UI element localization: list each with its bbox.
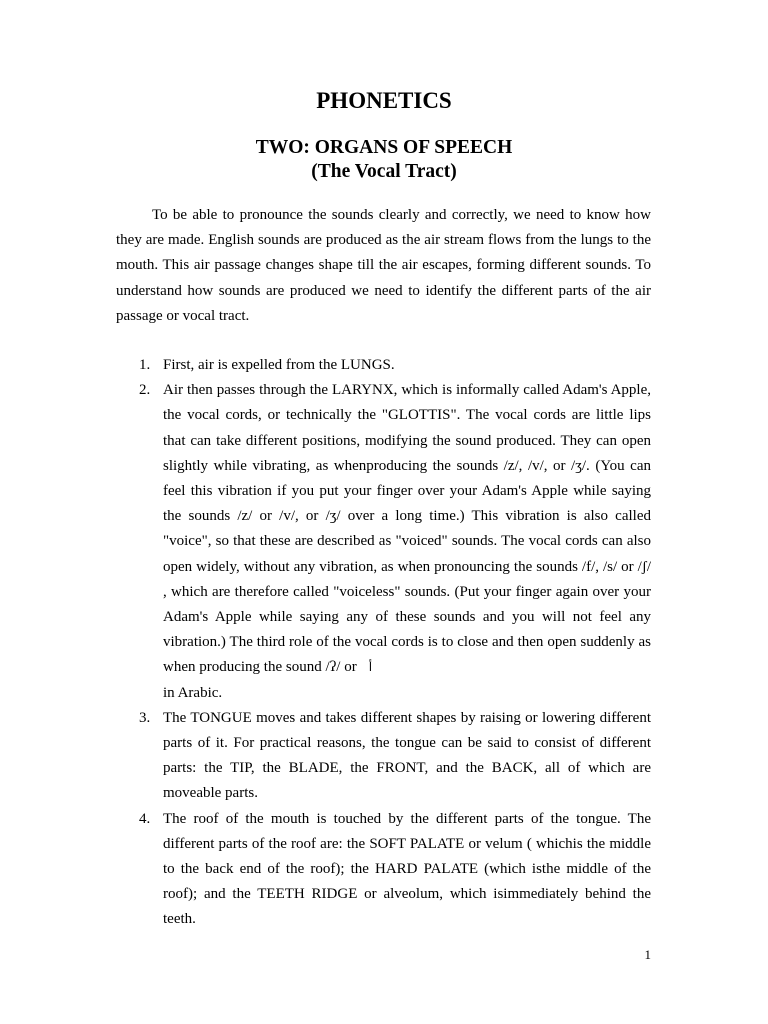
organs-list <box>116 353 651 933</box>
list-item-number: 2. <box>139 382 151 399</box>
page-title: PHONETICS <box>316 88 452 113</box>
list-item-roof-of-mouth <box>116 807 651 933</box>
list-item-lungs <box>116 353 651 378</box>
section-title <box>0 136 768 184</box>
section-title-line-2: (The Vocal Tract) <box>311 161 457 182</box>
intro-paragraph: To be able to pronounce the sounds clearly and correctly, we need to know how they are made. English sounds are produced as the air stream flows from the lungs to the mouth. This air passage changes shape till the air escapes, forming different sounds. To understand how sounds are produced we need to identify the different parts of the air passage or vocal tract. <box>116 207 651 324</box>
section-title-line-1: TWO: ORGANS OF SPEECH <box>255 137 513 158</box>
list-item-text: Air then passes through the LARYNX, which is informally called Adam's Apple, the vocal cords, or technically the "GLOTTIS". The vocal cords are little lips that can take different positions, modifying the sound produced. They can open slightly while vibrating, as whenproducing the sounds /z/, /v/, or /ʒ/. (You can feel this vibration if you put your finger over your Adam's Apple while saying the sounds /z/ or /v/, or /ʒ/ over a long time.) This vibration is also called "voice", so that these are described as "voiced" sounds. The vocal cords can also open widely, without any vibration, as when pronouncing the sounds /f/, /s/ or /ʃ/ , which are therefore called "voiceless" sounds. (Put your finger again over your Adam's Apple while saying any of these sounds and you will not feel any vibration.) The third role of the vocal cords is to close and then open suddenly as when producing the sound /ʔ/ or <box>163 382 651 676</box>
arabic-letter: أ <box>368 660 373 675</box>
page-number: 1 <box>644 947 651 962</box>
list-item-text: The roof of the mouth is touched by the different parts of the tongue. The different parts of the roof are: the SOFT PALATE or velum ( whichis the middle to the back end of the roof); the HARD PALATE (which isthe middle of the roof); and the TEETH RIDGE or alveolum, which isimmediately behind the teeth. <box>163 810 651 928</box>
list-item-tongue <box>116 706 651 807</box>
list-item-larynx <box>116 378 651 706</box>
list-item-text: First, air is expelled from the LUNGS. <box>163 357 395 373</box>
list-item-number: 1. <box>139 357 151 373</box>
list-item-number: 3. <box>139 709 151 726</box>
list-item-text-continued: in Arabic. <box>163 684 223 701</box>
list-item-number: 4. <box>139 810 151 827</box>
list-item-text: The TONGUE moves and takes different shapes by raising or lowering different parts of it. For practical reasons, the tongue can be said to consist of different parts: the TIP, the BLADE, the FRONT, and the BACK, all of which are moveable parts. <box>163 709 651 802</box>
